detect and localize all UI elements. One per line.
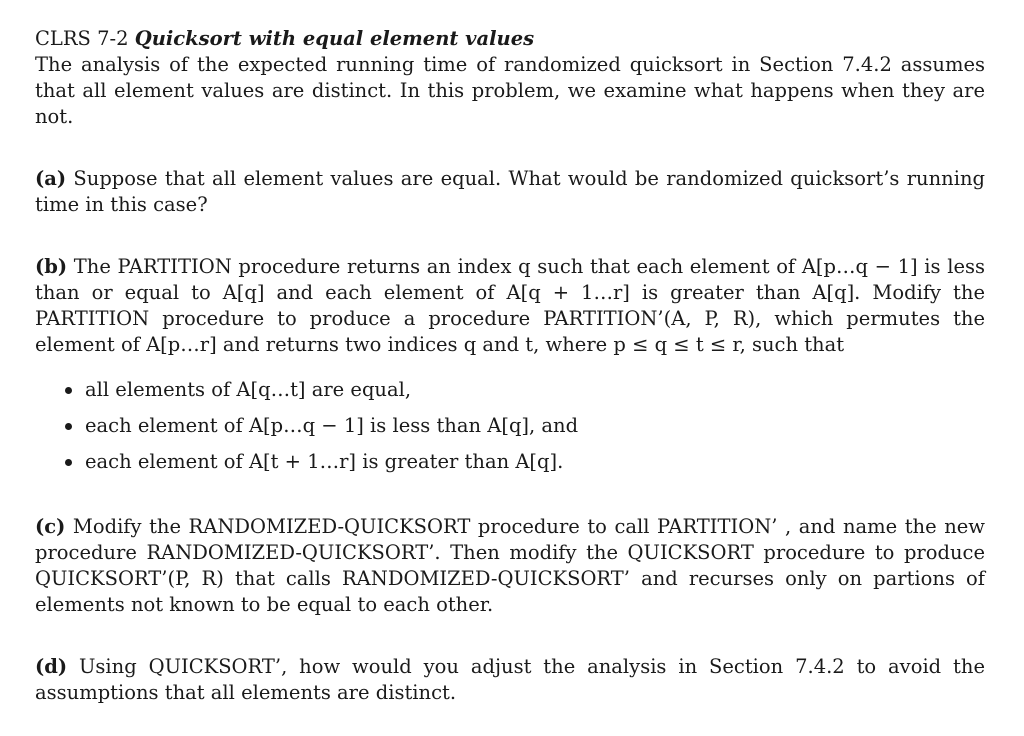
part-a-label: (a)	[35, 167, 67, 190]
problem-number: CLRS 7-2	[35, 27, 129, 50]
problem-intro: The analysis of the expected running time of randomized quicksort in Section 7.4.2 assumes that all element values are distinct. In this problem, we examine what happens when they are not.	[35, 53, 985, 128]
part-d-label: (d)	[35, 655, 68, 678]
bullet-text: each element of A[t + 1…r] is greater than A[q].	[85, 450, 564, 473]
spacer	[35, 618, 985, 654]
bullet-text: each element of A[p…q − 1] is less than A[q], and	[85, 414, 579, 437]
part-d-text: Using QUICKSORT’, how would you adjust the analysis in Section 7.4.2 to avoid the assumptions that all elements are distinct.	[35, 655, 985, 704]
list-item	[35, 408, 985, 444]
problem-title: Quicksort with equal element values	[134, 27, 535, 50]
part-b-label: (b)	[35, 255, 68, 278]
spacer	[35, 130, 985, 166]
part-b-bullet-list	[35, 372, 985, 480]
part-c	[35, 514, 985, 618]
bullet-icon	[65, 459, 72, 466]
part-c-label: (c)	[35, 515, 66, 538]
spacer	[35, 218, 985, 254]
list-item	[35, 372, 985, 408]
list-item	[35, 444, 985, 480]
spacer	[35, 358, 985, 372]
problem-header	[35, 26, 985, 52]
bullet-text: all elements of A[q…t] are equal,	[85, 378, 412, 401]
bullet-icon	[65, 387, 72, 394]
spacer	[35, 480, 985, 514]
part-a-text: Suppose that all element values are equal. What would be randomized quicksort’s running time in this case?	[35, 167, 985, 216]
part-b-text: The PARTITION procedure returns an index q such that each element of A[p…q − 1] is less than or equal to A[q] and each element of A[q + 1…r] is greater than A[q]. Modify the PARTITION procedure to produce a procedure PARTITION’(A, P, R), which permutes the element of A[p…r] and returns two indices q and t, where p ≤ q ≤ t ≤ r, such that	[35, 255, 986, 356]
problem-page	[35, 26, 985, 706]
bullet-icon	[65, 423, 72, 430]
part-c-text: Modify the RANDOMIZED-QUICKSORT procedure to call PARTITION’ , and name the new procedure RANDOMIZED-QUICKSORT’. Then modify the QUICKSORT procedure to produce QUICKSORT’(P, R) that calls RANDOMIZED-QUICKSORT’ and recurses only on partions of elements not known to be equal to each other.	[35, 515, 985, 616]
part-d	[35, 654, 985, 706]
part-b	[35, 254, 985, 358]
part-a	[35, 166, 985, 218]
